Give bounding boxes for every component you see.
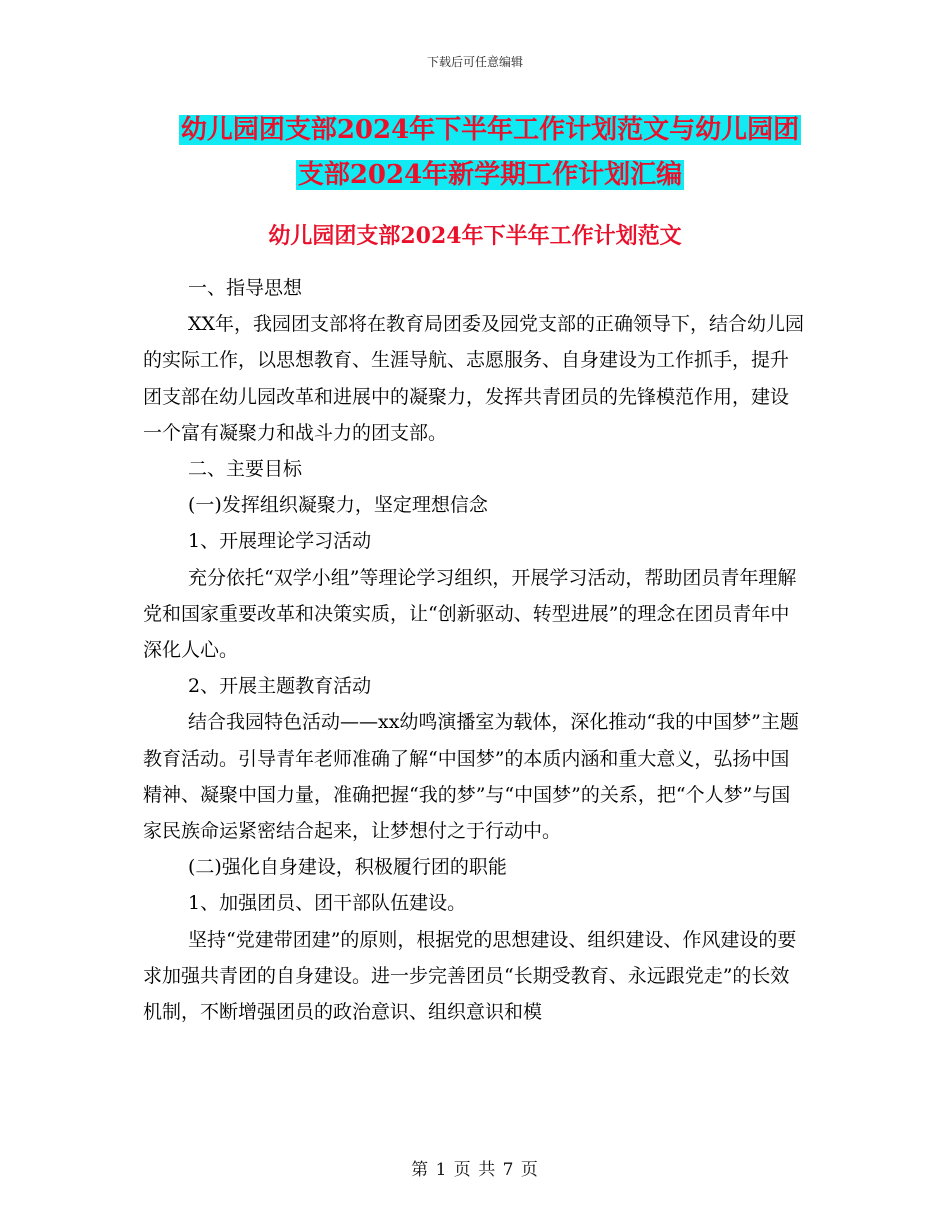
- title-highlight-2: 支部2024年新学期工作计划汇编: [297, 160, 683, 190]
- document-body: [143, 270, 807, 1030]
- subheading: (二)强化自身建设，积极履行团的职能: [188, 856, 507, 879]
- paragraph: 结合我园特色活动——xx幼鸣演播室为载体，深化推动“我的中国梦”主题教育活动。引导青年老师准确了解“中国梦”的本质内涵和重大意义，弘扬中国精神、凝聚中国力量，准确把握“我的梦”与“中国梦”的关系，把“个人梦”与国家民族命运紧密结合起来，让梦想付之于行动中。: [143, 711, 799, 843]
- subheading: 1、加强团员、团干部队伍建设。: [188, 892, 467, 915]
- paragraph: XX年，我园团支部将在教育局团委及园党支部的正确领导下，结合幼儿园的实际工作，以思想教育、生涯导航、志愿服务、自身建设为工作抓手，提升团支部在幼儿园改革和进展中的凝聚力，发挥共青团员的先锋模范作用，建设一个富有凝聚力和战斗力的团支部。: [143, 313, 805, 444]
- section-title: 幼儿园团支部2024年下半年工作计划范文: [268, 223, 682, 249]
- heading-guiding-thought: 一、指导思想: [188, 277, 303, 299]
- page-number-footer: 第 1 页 共 7 页: [411, 1160, 539, 1180]
- paragraph: 充分依托“双学小组”等理论学习组织，开展学习活动，帮助团员青年理解党和国家重要改革和决策实质，让“创新驱动、转型进展”的理念在团员青年中深化人心。: [143, 566, 797, 662]
- document-title-line-1: [140, 108, 840, 152]
- document-title-line-2: [140, 153, 840, 197]
- subheading: 2、开展主题教育活动: [188, 675, 372, 698]
- page-header-note: 下载后可任意编辑: [426, 55, 523, 69]
- subheading: (一)发挥组织凝聚力，坚定理想信念: [188, 494, 488, 517]
- title-highlight-1: 幼儿园团支部2024年下半年工作计划范文与幼儿园团: [180, 115, 800, 145]
- paragraph: 坚持“党建带团建”的原则，根据党的思想建设、组织建设、作风建设的要求加强共青团的自身建设。进一步完善团员“长期受教育、永远跟党走”的长效机制，不断增强团员的政治意识、组织意识和模: [143, 928, 797, 1024]
- subheading: 1、开展理论学习活动: [188, 530, 372, 553]
- heading-main-goals: 二、主要目标: [188, 458, 303, 481]
